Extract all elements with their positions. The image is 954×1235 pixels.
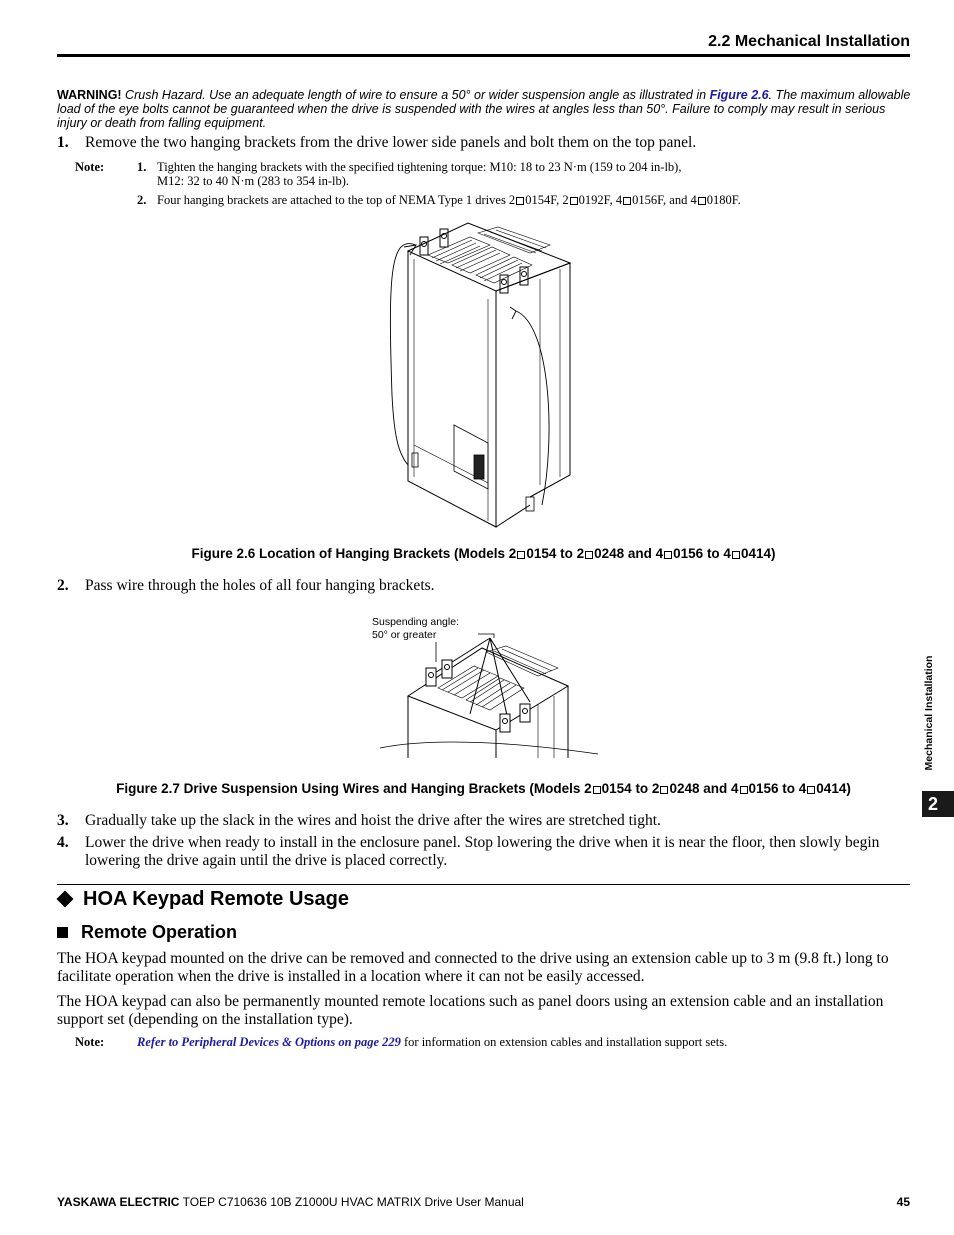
- step-4: [57, 834, 910, 872]
- square-bullet-icon: [57, 927, 68, 938]
- text-run: 0248 and 4: [669, 781, 739, 796]
- placeholder-box-icon: [517, 551, 525, 559]
- chapter-side-label-text: Mechanical Installation: [923, 655, 935, 771]
- figure-2-6-drawing: [380, 215, 580, 535]
- text-run: Figure 2.6 Location of Hanging Brackets (Models 2: [191, 546, 517, 561]
- note-item-number: 2.: [137, 193, 147, 207]
- warning-block: [57, 88, 913, 130]
- callout-line: 50° or greater: [372, 629, 437, 641]
- step-3: [57, 812, 910, 832]
- paragraph-remote-operation-1: The HOA keypad mounted on the drive can be removed and connected to the drive using an extension cable up to 3 m (9.8 ft.) long to facilitate operation when the drive is installed in a location where it can not be easily accessed.: [57, 950, 889, 985]
- paragraph-remote-operation-2: The HOA keypad can also be permanently mounted remote locations such as panel doors using an extension cable and an installation support set (depending on the installation type).: [57, 993, 884, 1028]
- chapter-number-tab: 2: [922, 791, 954, 817]
- footer-brand: YASKAWA ELECTRIC: [57, 1195, 180, 1209]
- text-run: 0154 to 2: [601, 781, 660, 796]
- step-text: Remove the two hanging brackets from the drive lower side panels and bolt them on the top panel.: [85, 134, 697, 151]
- text-run: 0180F.: [706, 193, 741, 207]
- note-item-1: [137, 160, 897, 190]
- text-run: 0154 to 2: [526, 546, 585, 561]
- warning-label: WARNING!: [57, 88, 122, 102]
- placeholder-box-icon: [664, 551, 672, 559]
- chapter-side-label: [921, 648, 937, 778]
- step-1: [57, 134, 910, 154]
- note-item-2: [137, 193, 897, 209]
- placeholder-box-icon: [740, 786, 748, 794]
- warning-text-a: Crush Hazard. Use an adequate length of wire to ensure a 50° or wider suspension angle as illustrated in: [121, 88, 710, 102]
- step-text: Gradually take up the slack in the wires and hoist the drive after the wires are stretched tight.: [85, 812, 661, 829]
- text-run: 0156 to 4: [673, 546, 731, 561]
- page-section-title: 2.2 Mechanical Installation: [708, 33, 910, 50]
- step-number: 3.: [57, 812, 69, 829]
- placeholder-box-icon: [660, 786, 668, 794]
- step-number: 4.: [57, 834, 69, 851]
- step-text: Lower the drive when ready to install in the enclosure panel. Stop lowering the drive when it is near the floor, then slowly begin lowering the drive again until the drive is placed correctly.: [85, 834, 880, 869]
- text-run: 0156 to 4: [748, 781, 807, 796]
- subsection-heading: [57, 922, 237, 943]
- note-peripheral: [137, 1035, 907, 1050]
- note-line: Tighten the hanging brackets with the specified tightening torque: M10: 18 to 23 N·m (159 to 204 in-lb),: [157, 160, 682, 174]
- text-run: Four hanging brackets are attached to the top of NEMA Type 1 drives 2: [157, 193, 516, 207]
- text-run: Figure 2.7 Drive Suspension Using Wires and Hanging Brackets (Models 2: [116, 781, 592, 796]
- placeholder-box-icon: [623, 197, 631, 205]
- diamond-bullet-icon: [57, 890, 74, 907]
- note-line: M12: 32 to 40 N·m (283 to 354 in-lb).: [157, 174, 350, 188]
- warning-text-b: . The maximum allowable load of the eye bolts cannot be guaranteed when the drive is suspended with the wires at angles less than 50°. Failure to comply may result in serious injury or death from falling equipment.: [57, 88, 911, 130]
- peripheral-devices-link[interactable]: Refer to Peripheral Devices & Options on page 229: [137, 1035, 401, 1049]
- placeholder-box-icon: [698, 197, 706, 205]
- text-run: 0154F, 2: [525, 193, 569, 207]
- header-rule: [57, 54, 910, 57]
- placeholder-box-icon: [807, 786, 815, 794]
- placeholder-box-icon: [570, 197, 578, 205]
- section-heading: [57, 888, 349, 911]
- footer-document-info: [57, 1195, 524, 1209]
- placeholder-box-icon: [585, 551, 593, 559]
- placeholder-box-icon: [593, 786, 601, 794]
- section-rule: [57, 884, 910, 885]
- figure-2-6-caption: [57, 546, 910, 561]
- note-label: Note:: [75, 1035, 105, 1049]
- step-text: Pass wire through the holes of all four hanging brackets.: [85, 577, 435, 594]
- placeholder-box-icon: [732, 551, 740, 559]
- text-run: 0414): [816, 781, 851, 796]
- figure-2-6-link[interactable]: Figure 2.6: [709, 88, 769, 102]
- placeholder-box-icon: [516, 197, 524, 205]
- note-item-text: [157, 193, 897, 207]
- note-item-text: [157, 160, 897, 188]
- figure-2-7-caption: [57, 781, 910, 796]
- figure-2-7-drawing: [378, 618, 608, 768]
- note-item-number: 1.: [137, 160, 147, 174]
- step-2: [57, 577, 910, 597]
- text-run: 0248 and 4: [594, 546, 664, 561]
- step-number: 1.: [57, 134, 69, 151]
- step-number: 2.: [57, 577, 69, 594]
- text-run: 0156F, and 4: [632, 193, 697, 207]
- note-text: for information on extension cables and installation support sets.: [400, 1035, 728, 1049]
- callout-line: Suspending angle:: [372, 616, 459, 628]
- note-label: Note:: [75, 160, 105, 174]
- section-heading-text: HOA Keypad Remote Usage: [83, 888, 349, 910]
- subsection-heading-text: Remote Operation: [81, 922, 238, 942]
- footer-doc-title: TOEP C710636 10B Z1000U HVAC MATRIX Drive User Manual: [179, 1195, 524, 1209]
- text-run: 0414): [740, 546, 776, 561]
- page-number: 45: [896, 1195, 910, 1209]
- text-run: 0192F, 4: [578, 193, 623, 207]
